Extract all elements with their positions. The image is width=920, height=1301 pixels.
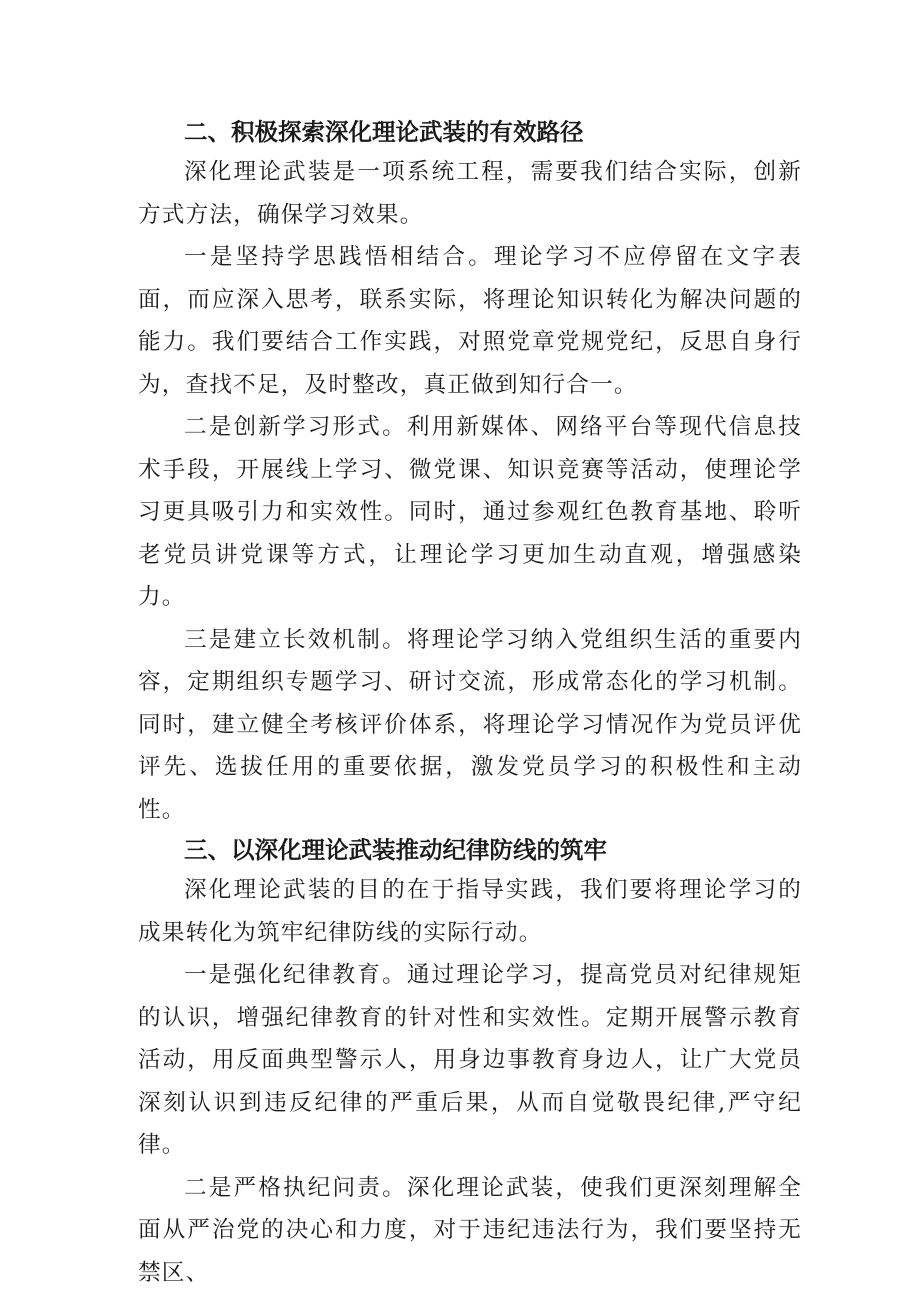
paragraph: 一是坚持学思践悟相结合。理论学习不应停留在文字表面，而应深入思考，联系实际，将理论知识转化为解决问题的能力。我们要结合工作实践，对照党章党规党纪，反思自身行为，查找不足，及时整改，真正做到知行合一。 [138, 244, 802, 398]
section-heading-3: 三、以深化理论武装推动纪律防线的筑牢 [184, 836, 607, 864]
paragraph: 深化理论武装的目的在于指导实践，我们要将理论学习的成果转化为筑牢纪律防线的实际行动。 [138, 877, 802, 946]
paragraph: 二是创新学习形式。利用新媒体、网络平台等现代信息技术手段，开展线上学习、微党课、知识竞赛等活动，使理论学习更具吸引力和实效性。同时，通过参观红色教育基地、聆听老党员讲党课等方式，让理论学习更加生动直观，增强感染力。 [138, 414, 802, 610]
document-body [138, 113, 802, 1294]
paragraph: 二是严格执纪问责。深化理论武装，使我们更深刻理解全面从严治党的决心和力度，对于违纪违法行为，我们要坚持无禁区、 [138, 1174, 802, 1286]
paragraph: 三是建立长效机制。将理论学习纳入党组织生活的重要内容，定期组织专题学习、研讨交流，形成常态化的学习机制。同时，建立健全考核评价体系，将理论学习情况作为党员评优评先、选拔任用的重要依据，激发党员学习的积极性和主动性。 [138, 626, 802, 823]
section-heading-2: 二、积极探索深化理论武装的有效路径 [184, 118, 584, 146]
paragraph: 一是强化纪律教育。通过理论学习，提高党员对纪律规矩的认识，增强纪律教育的针对性和实效性。定期开展警示教育活动，用反面典型警示人，用身边事教育身边人，让广大党员深刻认识到违反纪律的严重后果，从而自觉敬畏纪律,严守纪律。 [138, 962, 802, 1158]
paragraph: 深化理论武装是一项系统工程，需要我们结合实际，创新方式方法，确保学习效果。 [138, 159, 802, 228]
